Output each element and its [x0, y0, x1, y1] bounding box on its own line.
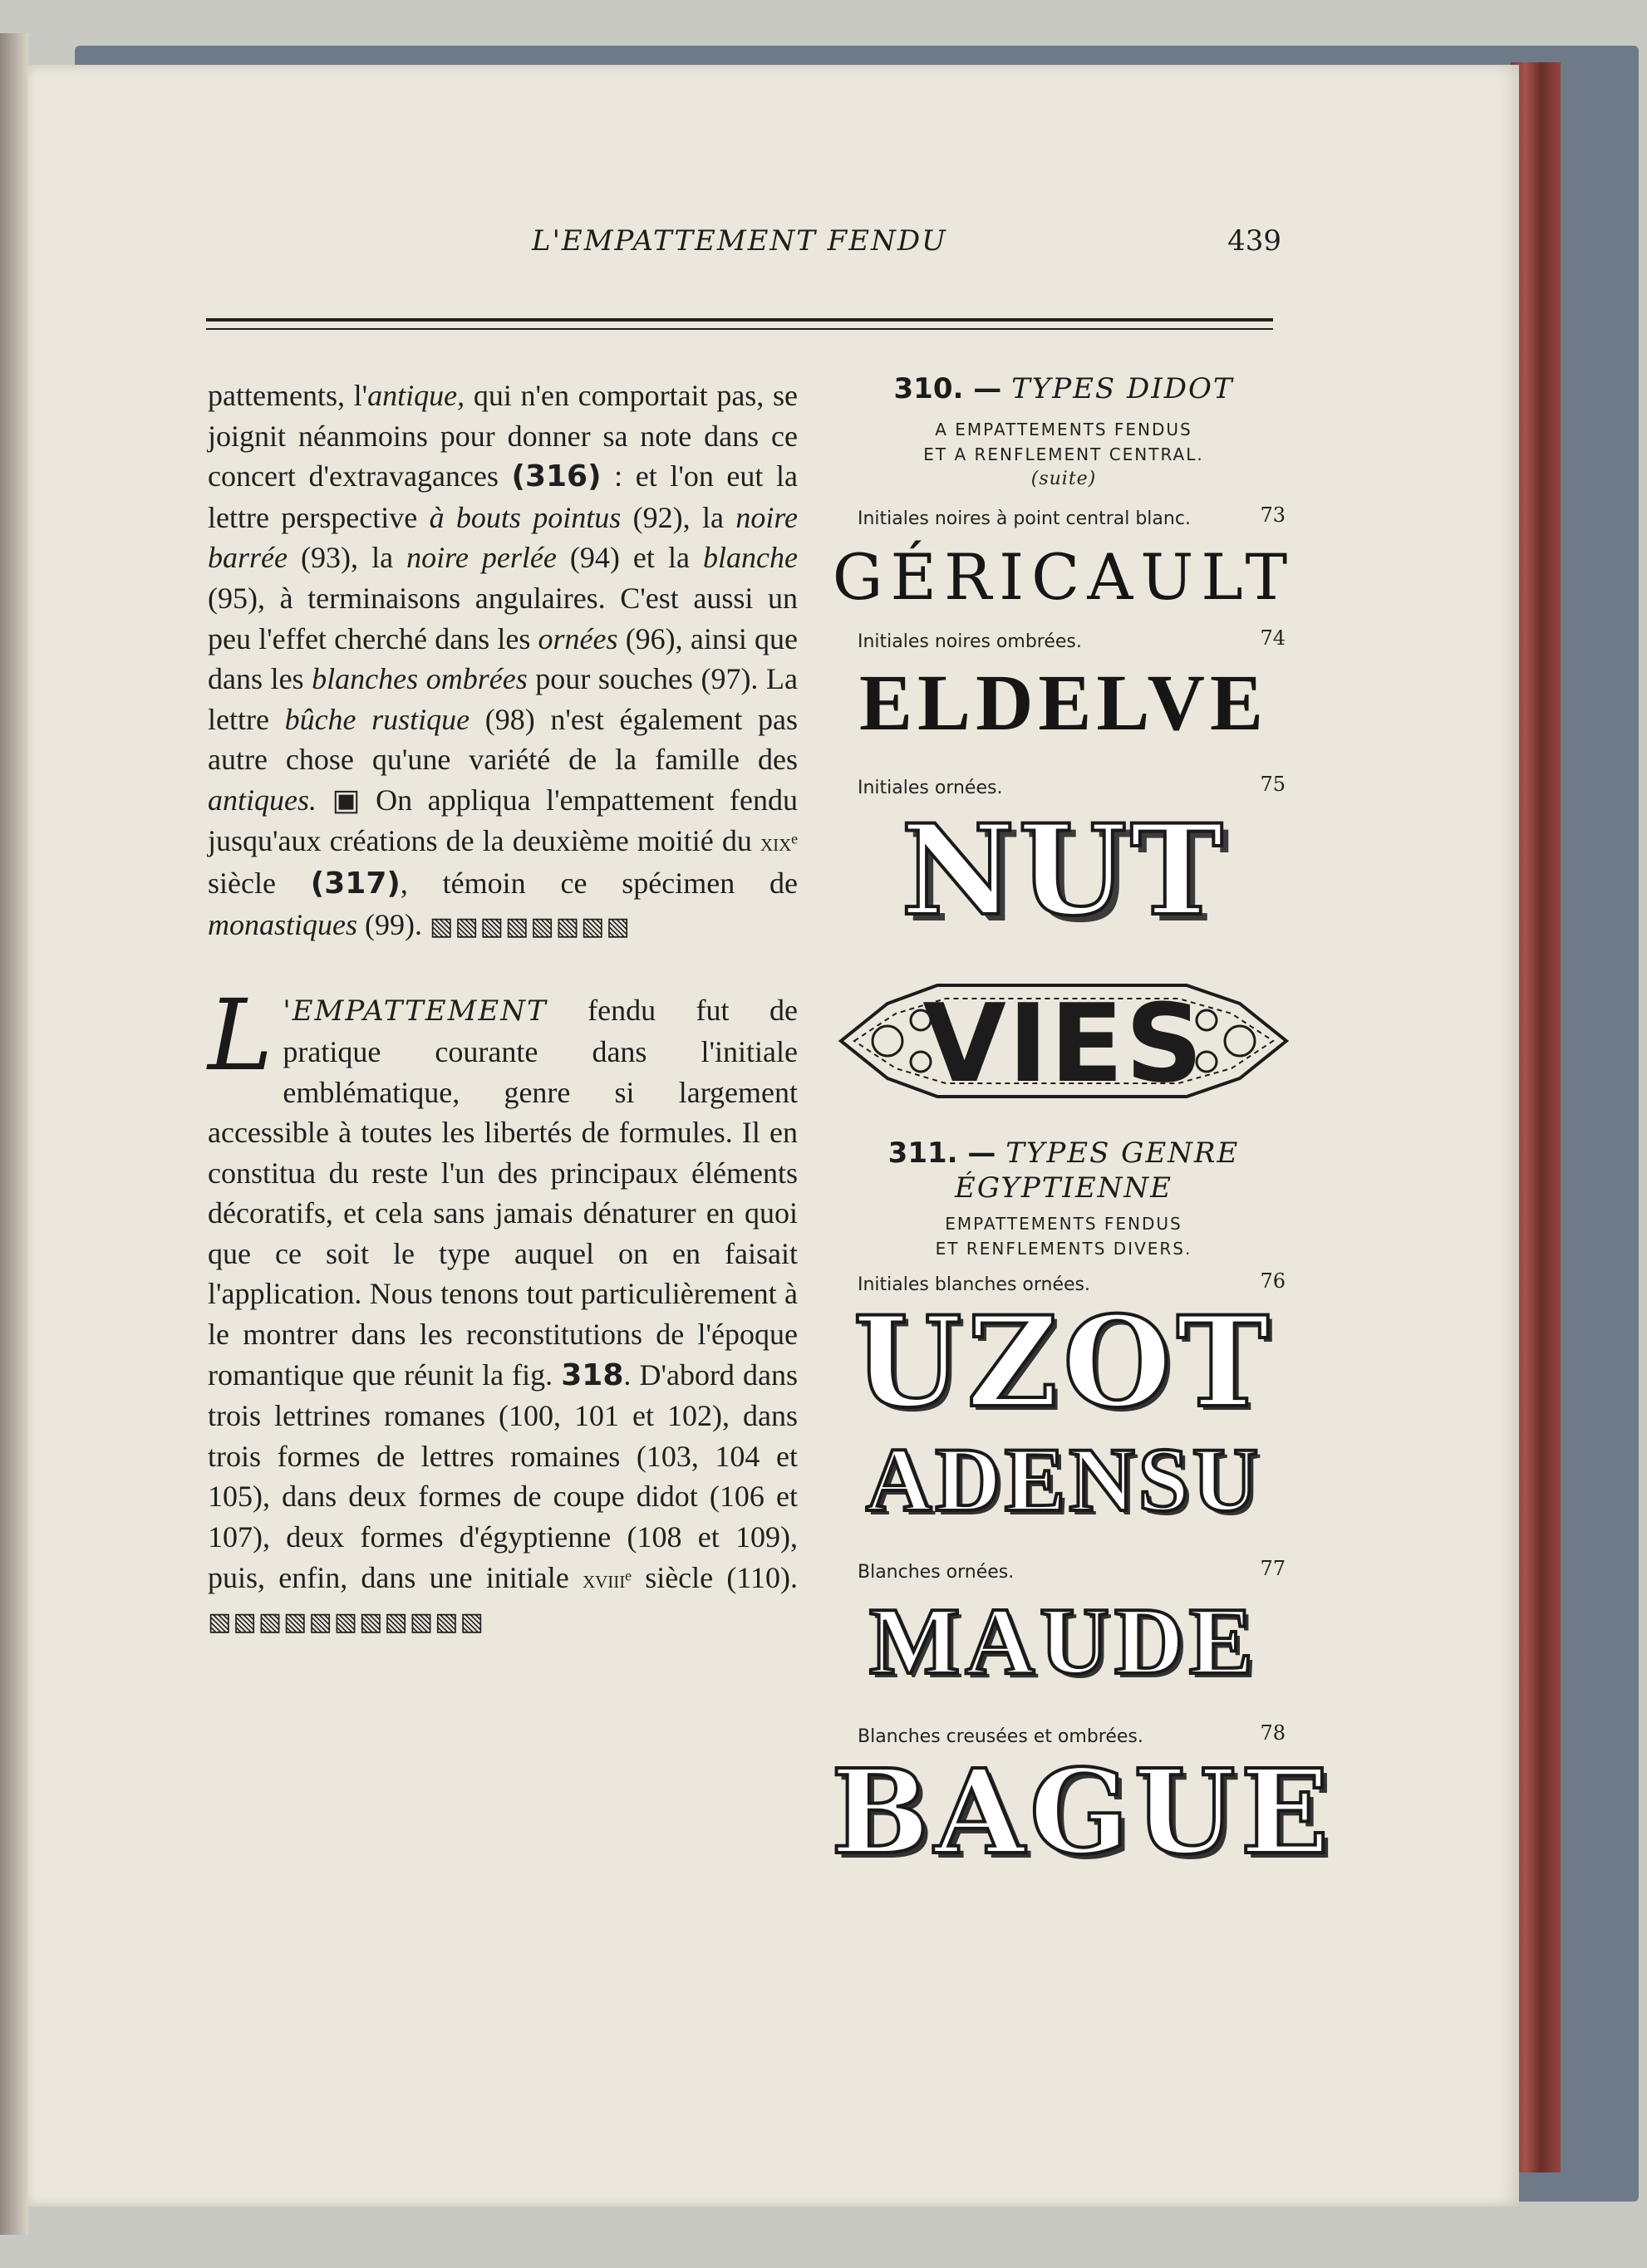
- body-paragraph1-run: antique,: [367, 379, 465, 412]
- figure-311-heading: [831, 1136, 1296, 1170]
- figure-310-dash: —: [963, 372, 1012, 405]
- body-paragraph1-run: xixᵉ: [760, 828, 798, 857]
- specimen-75-nut: NUT: [901, 798, 1227, 944]
- caption-77-number: 77: [1260, 1557, 1286, 1580]
- body-paragraph1-run: noire barrée: [208, 500, 798, 575]
- body-paragraph1-run: à bouts pointus: [429, 500, 622, 534]
- caption-73-number: 73: [1260, 503, 1286, 527]
- caption-76-text: Initiales blanches ornées.: [858, 1274, 1090, 1295]
- body-paragraph1-run: (95), à terminaisons angulaires. C'est aussi un peu l'effet cherché dans les: [208, 581, 798, 655]
- body-paragraph2-run: siècle (110).: [631, 1560, 798, 1594]
- body-paragraph1-run: qui n'en comportait pas, se joignit néanmoins pour donner sa note dans ce concert d'extravagances: [208, 379, 798, 493]
- body-paragraph1-run: (98) n'est également pas autre chose qu'une variété de la famille des: [208, 702, 798, 777]
- caption-74: [858, 626, 1286, 652]
- figure-311-dash: —: [957, 1136, 1006, 1170]
- caption-74-text: Initiales noires ombrées.: [858, 631, 1082, 652]
- page-number: 439: [1227, 224, 1281, 258]
- caption-75-number: 75: [1260, 773, 1286, 796]
- body-paragraph2-run: 318: [561, 1357, 624, 1392]
- body-paragraph1-run: (92), la: [621, 500, 736, 534]
- caption-75: [858, 773, 1286, 798]
- drop-cap: L: [208, 978, 273, 1093]
- figure-310-suite: (suite): [1030, 469, 1097, 489]
- body-paragraph1-run: bûche rustique: [284, 702, 470, 736]
- caption-77-text: Blanches ornées.: [858, 1562, 1015, 1583]
- caption-73-text: Initiales noires à point central blanc.: [858, 508, 1191, 529]
- body-paragraph2-run: . D'abord dans trois lettrines romanes (100, 101 et 102), dans trois formes de lettres romaines (103, 104 et 105), dans deux formes de coupe didot (106 et 107), deux formes d'égyptienne (108 et 109), puis, enfin, dans une initiale: [208, 1357, 798, 1594]
- body-paragraph1-run: monastiques: [208, 907, 357, 941]
- caption-73: [858, 503, 1286, 529]
- body-paragraph1-run: (317): [310, 866, 401, 901]
- body-paragraph1-run: pattements, l': [208, 379, 368, 412]
- figure-311-title-line2: ÉGYPTIENNE: [955, 1171, 1173, 1205]
- body-paragraph1-run: blanches ombrées: [312, 662, 528, 696]
- body-paragraph1-run: (94) et la: [556, 541, 704, 575]
- figure-310-title: TYPES DIDOT: [1011, 372, 1234, 405]
- figure-311-number: 311.: [887, 1136, 958, 1170]
- specimen-76-adensu: ADENSU: [865, 1429, 1262, 1530]
- caption-76-number: 76: [1260, 1269, 1286, 1293]
- ornament-row: ▧▧▧▧▧▧▧▧▧▧▧: [208, 1608, 485, 1637]
- caption-74-number: 74: [1260, 626, 1286, 650]
- caption-78-number: 78: [1260, 1721, 1286, 1745]
- specimen-74: ELDELVE: [859, 658, 1268, 747]
- specimen-77: MAUDE: [868, 1588, 1259, 1695]
- caption-78-text: Blanches creusées et ombrées.: [858, 1726, 1143, 1747]
- running-title: L'EMPATTEMENT FENDU: [532, 224, 947, 258]
- figure-310-number: 310.: [893, 372, 964, 405]
- paragraph-1: [208, 376, 798, 947]
- body-paragraph2-run: xviiiᵉ: [582, 1565, 632, 1593]
- caption-75-text: Initiales ornées.: [858, 778, 1003, 798]
- body-paragraph2-run: 'EMPATTEMENT: [283, 994, 548, 1028]
- left-page-edge: [0, 33, 28, 2235]
- body-paragraph1-run: , témoin ce spécimen de: [400, 866, 799, 901]
- specimen-78: BAGUE: [831, 1745, 1335, 1881]
- body-paragraph1-run: ▣ On appliqua l'empattement fendu jusqu'aux créations de la deuxième moitié du: [208, 783, 798, 857]
- caption-77: [858, 1557, 1286, 1583]
- body-paragraph1-run: siècle: [208, 866, 311, 901]
- body-paragraph2-run: fendu fut de pratique courante dans l'initiale emblématique, genre si largement accessible à toutes les libertés de formules. Il en constitua du reste l'un des principaux éléments décoratifs, et cela sans jamais dénaturer en quoi que ce soit le type auquel on en faisait l'application. Nous tenons tout particulièrement à le montrer dans les reconstitutions de l'époque romantique que réunit la fig.: [208, 994, 798, 1392]
- figure-column: [831, 0, 1335, 2268]
- figure-311-heading-line2: [831, 1171, 1296, 1205]
- figure-311-subtitle-line1: EMPATTEMENTS FENDUS: [945, 1214, 1182, 1234]
- body-paragraph1-run: (93), la: [287, 541, 407, 575]
- body-paragraph1-run: antiques.: [208, 783, 317, 817]
- body-paragraph1-run: (96), ainsi que dans les: [208, 621, 798, 696]
- ornament-row: ▧▧▧▧▧▧▧▧: [429, 911, 632, 941]
- figure-310-subtitle-line2: ET A RENFLEMENT CENTRAL.: [923, 444, 1204, 464]
- figure-310-subtitle-line1: A EMPATTEMENTS FENDUS: [935, 420, 1192, 439]
- paragraph-2: [208, 978, 798, 1643]
- body-text-column: [208, 376, 798, 1643]
- figure-310-heading: [831, 372, 1296, 405]
- body-paragraph1-run: ornées: [538, 621, 618, 655]
- figure-310-subtitle: [831, 417, 1296, 492]
- body-paragraph1-run: (316): [511, 459, 602, 494]
- body-paragraph1-run: : et l'on eut la lettre perspective: [208, 459, 798, 534]
- specimen-73: GÉRICAULT: [832, 540, 1295, 614]
- specimen-76-uzot: UZOT: [853, 1289, 1275, 1436]
- figure-311-subtitle-line2: ET RENFLEMENTS DIVERS.: [935, 1239, 1192, 1259]
- body-paragraph1-run: pour souches (97). La lettre: [208, 662, 798, 736]
- figure-311-title-line1: TYPES GENRE: [1005, 1136, 1240, 1170]
- body-paragraph1-run: (99).: [357, 907, 430, 941]
- body-paragraph1-run: blanche: [703, 541, 798, 575]
- body-paragraph1-run: noire perlée: [406, 541, 557, 575]
- specimen-75-vies: VIES: [922, 980, 1205, 1107]
- figure-311-subtitle: [831, 1211, 1296, 1261]
